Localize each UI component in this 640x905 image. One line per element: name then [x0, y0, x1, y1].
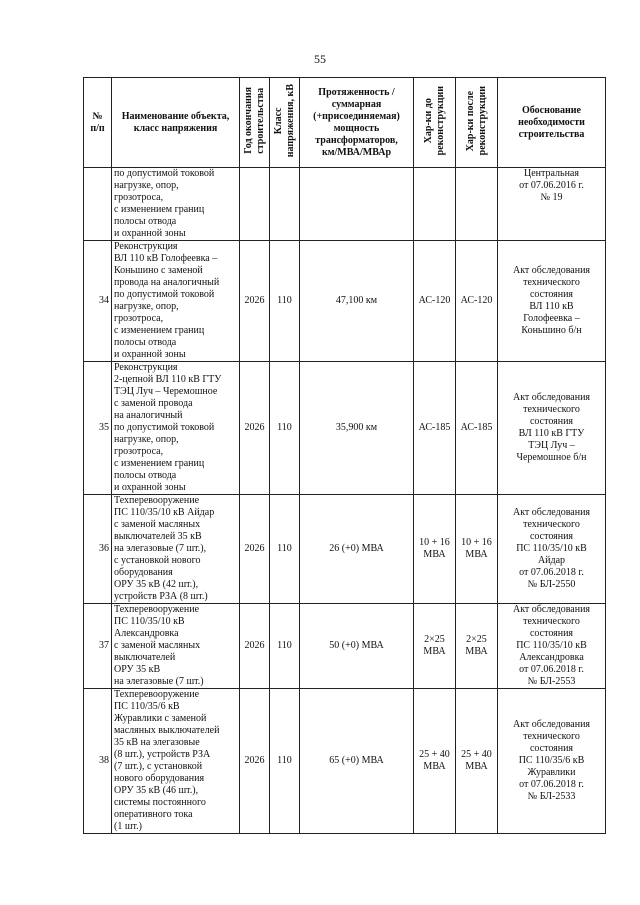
row-num: 38 [84, 689, 112, 834]
row-justification: Акт обследования технического состояния ПС 110/35/10 кВ Айдар от 07.06.2018 г. № БЛ-2550 [498, 495, 606, 604]
row-voltage: 110 [270, 241, 300, 362]
investment-table [83, 77, 606, 834]
header-num: № п/п [84, 78, 112, 168]
row-voltage: 110 [270, 689, 300, 834]
row-before: 25 + 40 МВА [414, 689, 456, 834]
row-year: 2026 [240, 495, 270, 604]
row-voltage: 110 [270, 362, 300, 495]
row-year: 2026 [240, 604, 270, 689]
header-year: Год окончания строительства [240, 78, 270, 168]
row-before: 10 + 16 МВА [414, 495, 456, 604]
row-length: 35,900 км [300, 362, 414, 495]
header-row [84, 78, 606, 168]
page-number: 55 [314, 52, 326, 66]
row-name: по допустимой токовой нагрузке, опор, грозотроса, с изменением границ полосы отвода и охранной зоны [112, 168, 240, 241]
row-before: АС-185 [414, 362, 456, 495]
row-year [240, 168, 270, 241]
row-length: 47,100 км [300, 241, 414, 362]
row-num [84, 168, 112, 241]
row-before: 2×25 МВА [414, 604, 456, 689]
row-before: АС-120 [414, 241, 456, 362]
row-after [456, 168, 498, 241]
row-name: Реконструкция ВЛ 110 кВ Голофеевка – Коньшино с заменой провода на аналогичный по допустимой токовой нагрузке, опор, грозотроса, с изменением границ полосы отвода и охранной зоны [112, 241, 240, 362]
row-after: 10 + 16 МВА [456, 495, 498, 604]
row-length: 26 (+0) МВА [300, 495, 414, 604]
row-justification: Акт обследования технического состояния ВЛ 110 кВ Голофеевка – Коньшино б/н [498, 241, 606, 362]
row-name: Техперевооружение ПС 110/35/10 кВ Айдар с заменой масляных выключателей 35 кВ на элегазовые (7 шт.), с установкой нового оборудования ОРУ 35 кВ (42 шт.), устройств РЗА (8 шт.) [112, 495, 240, 604]
table-row [84, 168, 606, 241]
header-name: Наименование объекта, класс напряжения [112, 78, 240, 168]
row-after: 2×25 МВА [456, 604, 498, 689]
row-year: 2026 [240, 689, 270, 834]
header-after: Хар-ки после реконструкции [456, 78, 498, 168]
row-name: Техперевооружение ПС 110/35/10 кВ Александровка с заменой масляных выключателей ОРУ 35 кВ на элегазовые (7 шт.) [112, 604, 240, 689]
table-row [84, 604, 606, 689]
header-before: Хар-ки до реконструкции [414, 78, 456, 168]
row-name: Реконструкция 2-цепной ВЛ 110 кВ ГТУ ТЭЦ Луч – Черемошное с заменой провода на аналогичный по допустимой токовой нагрузке, опор, грозотроса, с изменением границ полосы отвода и охранной зоны [112, 362, 240, 495]
row-year: 2026 [240, 241, 270, 362]
row-num: 37 [84, 604, 112, 689]
table-row [84, 241, 606, 362]
row-length [300, 168, 414, 241]
row-name: Техперевооружение ПС 110/35/6 кВ Журавлики с заменой масляных выключателей 35 кВ на элегазовые (8 шт.), устройств РЗА (7 шт.), с установкой нового оборудования ОРУ 35 кВ (46 шт.), системы постоянного оперативного тока (1 шт.) [112, 689, 240, 834]
table-row [84, 495, 606, 604]
row-voltage [270, 168, 300, 241]
row-year: 2026 [240, 362, 270, 495]
row-justification: Центральная от 07.06.2016 г. № 19 [498, 168, 606, 241]
header-length: Протяженность / суммарная (+присоединяемая) мощность трансформаторов, км/МВА/МВАр [300, 78, 414, 168]
row-before [414, 168, 456, 241]
row-justification: Акт обследования технического состояния ПС 110/35/10 кВ Александровка от 07.06.2018 г. № БЛ-2553 [498, 604, 606, 689]
row-justification: Акт обследования технического состояния ПС 110/35/6 кВ Журавлики от 07.06.2018 г. № БЛ-2533 [498, 689, 606, 834]
row-voltage: 110 [270, 604, 300, 689]
row-num: 35 [84, 362, 112, 495]
header-justification: Обоснование необходимости строительства [498, 78, 606, 168]
row-after: 25 + 40 МВА [456, 689, 498, 834]
row-length: 65 (+0) МВА [300, 689, 414, 834]
row-num: 36 [84, 495, 112, 604]
table-row [84, 362, 606, 495]
row-after: АС-185 [456, 362, 498, 495]
row-voltage: 110 [270, 495, 300, 604]
header-voltage: Класс напряжения, кВ [270, 78, 300, 168]
row-after: АС-120 [456, 241, 498, 362]
row-length: 50 (+0) МВА [300, 604, 414, 689]
row-justification: Акт обследования технического состояния ВЛ 110 кВ ГТУ ТЭЦ Луч – Черемошное б/н [498, 362, 606, 495]
row-num: 34 [84, 241, 112, 362]
table-row [84, 689, 606, 834]
